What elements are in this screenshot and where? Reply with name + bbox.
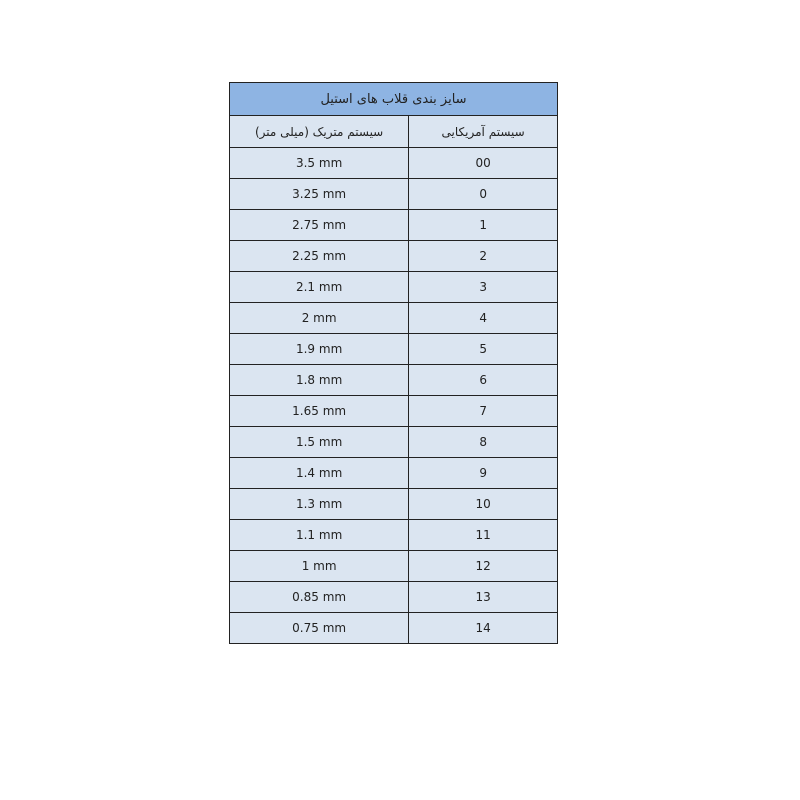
us-size-cell: 12 [409, 551, 558, 582]
metric-size-cell: 1.4 mm [230, 458, 409, 489]
metric-size-cell: 3.25 mm [230, 179, 409, 210]
us-column-header: سیستم آمریکایی [409, 116, 558, 148]
us-size-cell: 1 [409, 210, 558, 241]
us-size-cell: 8 [409, 427, 558, 458]
us-size-cell: 2 [409, 241, 558, 272]
metric-size-cell: 2 mm [230, 303, 409, 334]
metric-size-cell: 1.65 mm [230, 396, 409, 427]
metric-size-cell: 0.85 mm [230, 582, 409, 613]
metric-size-cell: 1.3 mm [230, 489, 409, 520]
metric-size-cell: 3.5 mm [230, 148, 409, 179]
us-size-cell: 6 [409, 365, 558, 396]
table-row [230, 520, 558, 551]
table-row [230, 303, 558, 334]
us-size-cell: 13 [409, 582, 558, 613]
us-size-cell: 7 [409, 396, 558, 427]
table-row [230, 365, 558, 396]
table-row [230, 427, 558, 458]
metric-size-cell: 1.9 mm [230, 334, 409, 365]
table-row [230, 272, 558, 303]
us-size-cell: 14 [409, 613, 558, 644]
table-row [230, 613, 558, 644]
us-size-cell: 5 [409, 334, 558, 365]
table-row [230, 396, 558, 427]
metric-size-cell: 1.5 mm [230, 427, 409, 458]
table-title: سایز بندی قلاب های استیل [230, 83, 558, 116]
metric-size-cell: 1.8 mm [230, 365, 409, 396]
us-size-cell: 3 [409, 272, 558, 303]
metric-column-header: سیستم متریک (میلی متر) [230, 116, 409, 148]
metric-size-cell: 1 mm [230, 551, 409, 582]
table-row [230, 179, 558, 210]
table-row [230, 334, 558, 365]
us-size-cell: 4 [409, 303, 558, 334]
us-size-cell: 9 [409, 458, 558, 489]
table-row [230, 489, 558, 520]
table-row [230, 148, 558, 179]
metric-size-cell: 2.25 mm [230, 241, 409, 272]
metric-size-cell: 1.1 mm [230, 520, 409, 551]
table-body [230, 148, 558, 644]
title-row [230, 83, 558, 116]
table-row [230, 458, 558, 489]
hook-size-table [229, 82, 558, 644]
table-row [230, 551, 558, 582]
table-row [230, 241, 558, 272]
metric-size-cell: 2.1 mm [230, 272, 409, 303]
us-size-cell: 11 [409, 520, 558, 551]
metric-size-cell: 0.75 mm [230, 613, 409, 644]
us-size-cell: 00 [409, 148, 558, 179]
us-size-cell: 10 [409, 489, 558, 520]
us-size-cell: 0 [409, 179, 558, 210]
table-row [230, 582, 558, 613]
header-row [230, 116, 558, 148]
metric-size-cell: 2.75 mm [230, 210, 409, 241]
table-row [230, 210, 558, 241]
